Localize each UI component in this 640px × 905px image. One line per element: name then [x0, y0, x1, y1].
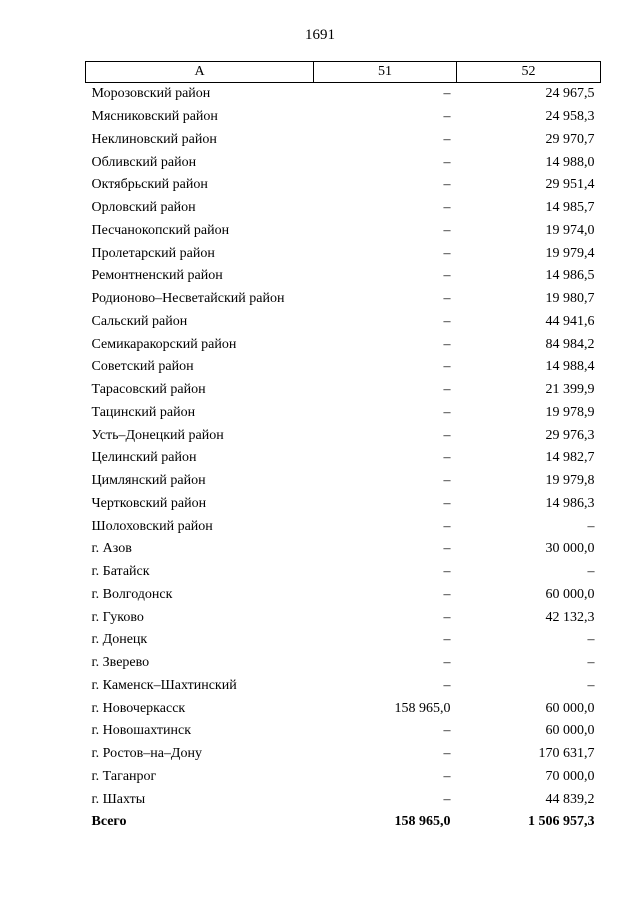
- row-value-51: –: [443, 336, 451, 352]
- row-value-51: –: [443, 450, 451, 466]
- row-value-52: 42 132,3: [545, 609, 595, 625]
- row-name: Цимлянский район: [91, 473, 206, 489]
- table-row: [86, 333, 601, 356]
- row-value-51: –: [443, 404, 451, 420]
- row-value-51: –: [443, 177, 451, 193]
- row-value-51: –: [443, 291, 451, 307]
- row-value-52: 24 958,3: [545, 109, 595, 125]
- row-name: Чертковский район: [91, 495, 207, 511]
- row-value-52: 14 986,3: [545, 495, 595, 511]
- row-name: г. Батайск: [91, 564, 150, 580]
- table-row: [86, 220, 601, 243]
- row-value-52: 19 979,8: [545, 473, 595, 489]
- row-value-52: 19 978,9: [545, 404, 595, 420]
- row-name: Целинский район: [91, 450, 197, 466]
- row-name: г. Новошахтинск: [91, 723, 192, 739]
- row-value-51: –: [443, 746, 451, 762]
- row-name: Пролетарский район: [91, 245, 215, 261]
- row-name: г. Таганрог: [91, 768, 157, 784]
- row-value-51: –: [443, 154, 451, 170]
- total-value-51: 158 965,0: [394, 814, 451, 830]
- row-name: Советский район: [91, 359, 194, 375]
- table-row: [86, 242, 601, 265]
- row-value-51: –: [443, 723, 451, 739]
- table-row: [86, 470, 601, 493]
- table-row: [86, 675, 601, 698]
- row-value-52: 60 000,0: [545, 700, 595, 716]
- row-name: г. Волгодонск: [91, 586, 173, 602]
- row-name: Морозовский район: [91, 86, 211, 102]
- row-value-52: 21 399,9: [545, 382, 595, 398]
- table-row: [86, 561, 601, 584]
- row-value-51: –: [443, 655, 451, 671]
- row-name: г. Азов: [91, 541, 132, 557]
- row-value-51: –: [443, 382, 451, 398]
- row-value-52: 30 000,0: [545, 541, 595, 557]
- table-row: [86, 584, 601, 607]
- row-value-52: 29 951,4: [545, 177, 595, 193]
- row-value-52: 84 984,2: [545, 336, 595, 352]
- row-value-51: –: [443, 473, 451, 489]
- row-name: Семикаракорский район: [91, 336, 237, 352]
- table-row: [86, 83, 601, 106]
- table-row: [86, 311, 601, 334]
- row-value-52: 44 941,6: [545, 313, 595, 329]
- header-col-a: А: [86, 62, 314, 83]
- total-value-52: 1 506 957,3: [528, 814, 595, 830]
- table-row: [86, 402, 601, 425]
- row-value-51: –: [443, 427, 451, 443]
- row-name: Мясниковский район: [91, 109, 218, 125]
- row-value-52: 19 974,0: [545, 222, 595, 238]
- row-value-52: 70 000,0: [545, 768, 595, 784]
- row-value-51: –: [443, 109, 451, 125]
- row-value-51: –: [443, 609, 451, 625]
- row-name: г. Каменск–Шахтинский: [91, 677, 237, 693]
- row-value-51: –: [443, 541, 451, 557]
- table-row: [86, 447, 601, 470]
- table-row: [86, 197, 601, 220]
- row-value-52: 44 839,2: [545, 791, 595, 807]
- row-name: г. Новочеркасск: [91, 700, 186, 716]
- row-name: Тацинский район: [91, 404, 196, 420]
- row-value-52: 14 982,7: [545, 450, 595, 466]
- row-name: Усть–Донецкий район: [91, 427, 224, 443]
- row-value-52: 14 988,4: [545, 359, 595, 375]
- row-value-52: 29 970,7: [545, 131, 595, 147]
- row-value-52: –: [587, 632, 595, 648]
- row-value-52: 24 967,5: [545, 86, 595, 102]
- table-row: [86, 288, 601, 311]
- table-row: [86, 379, 601, 402]
- row-value-52: –: [587, 518, 595, 534]
- row-name: Октябрьский район: [91, 177, 208, 193]
- row-name: Песчанокопский район: [91, 222, 230, 238]
- row-name: г. Гуково: [91, 609, 144, 625]
- row-value-51: 158 965,0: [394, 700, 451, 716]
- row-name: г. Донецк: [91, 632, 148, 648]
- table-row: [86, 424, 601, 447]
- row-name: Ремонтненский район: [91, 268, 223, 284]
- table-row: [86, 697, 601, 720]
- row-value-52: 170 631,7: [538, 746, 595, 762]
- row-name: Тарасовский район: [91, 382, 206, 398]
- table-row: [86, 720, 601, 743]
- table-row: [86, 538, 601, 561]
- row-value-51: –: [443, 632, 451, 648]
- row-name: Родионово–Несветайский район: [91, 291, 285, 307]
- row-value-52: 14 988,0: [545, 154, 595, 170]
- row-value-51: –: [443, 131, 451, 147]
- total-row: [86, 811, 601, 834]
- row-name: Орловский район: [91, 200, 196, 216]
- table-row: [86, 265, 601, 288]
- budget-table: [85, 61, 601, 834]
- table-row: [86, 106, 601, 129]
- row-name: Шолоховский район: [91, 518, 213, 534]
- table-row: [86, 766, 601, 789]
- row-value-52: 14 986,5: [545, 268, 595, 284]
- table-row: [86, 788, 601, 811]
- row-value-51: –: [443, 518, 451, 534]
- row-value-52: 60 000,0: [545, 723, 595, 739]
- row-value-52: 19 979,4: [545, 245, 595, 261]
- row-value-51: –: [443, 222, 451, 238]
- table-row: [86, 129, 601, 152]
- table-header-row: [86, 62, 601, 83]
- row-value-52: 19 980,7: [545, 291, 595, 307]
- table-row: [86, 629, 601, 652]
- row-value-51: –: [443, 768, 451, 784]
- row-value-51: –: [443, 86, 451, 102]
- table-row: [86, 493, 601, 516]
- row-value-51: –: [443, 586, 451, 602]
- row-name: Обливский район: [91, 154, 197, 170]
- table-row: [86, 356, 601, 379]
- row-value-52: 60 000,0: [545, 586, 595, 602]
- row-value-51: –: [443, 564, 451, 580]
- row-name: Неклиновский район: [91, 131, 217, 147]
- row-value-52: –: [587, 677, 595, 693]
- table-row: [86, 606, 601, 629]
- row-value-52: 14 985,7: [545, 200, 595, 216]
- row-value-51: –: [443, 791, 451, 807]
- table-row: [86, 174, 601, 197]
- row-value-52: –: [587, 564, 595, 580]
- header-col-52: 52: [457, 62, 601, 83]
- row-name: г. Шахты: [91, 791, 146, 807]
- header-col-51: 51: [314, 62, 457, 83]
- row-value-51: –: [443, 359, 451, 375]
- table-row: [86, 652, 601, 675]
- row-value-52: –: [587, 655, 595, 671]
- row-value-51: –: [443, 313, 451, 329]
- row-name: г. Зверево: [91, 655, 150, 671]
- row-value-52: 29 976,3: [545, 427, 595, 443]
- table-body: [86, 83, 601, 834]
- table-row: [86, 515, 601, 538]
- table-row: [86, 151, 601, 174]
- row-value-51: –: [443, 495, 451, 511]
- row-value-51: –: [443, 677, 451, 693]
- row-value-51: –: [443, 245, 451, 261]
- row-value-51: –: [443, 200, 451, 216]
- page-number: 1691: [305, 27, 335, 43]
- row-name: Сальский район: [91, 313, 188, 329]
- table-row: [86, 743, 601, 766]
- total-label: Всего: [91, 814, 127, 830]
- row-value-51: –: [443, 268, 451, 284]
- row-name: г. Ростов–на–Дону: [91, 746, 202, 762]
